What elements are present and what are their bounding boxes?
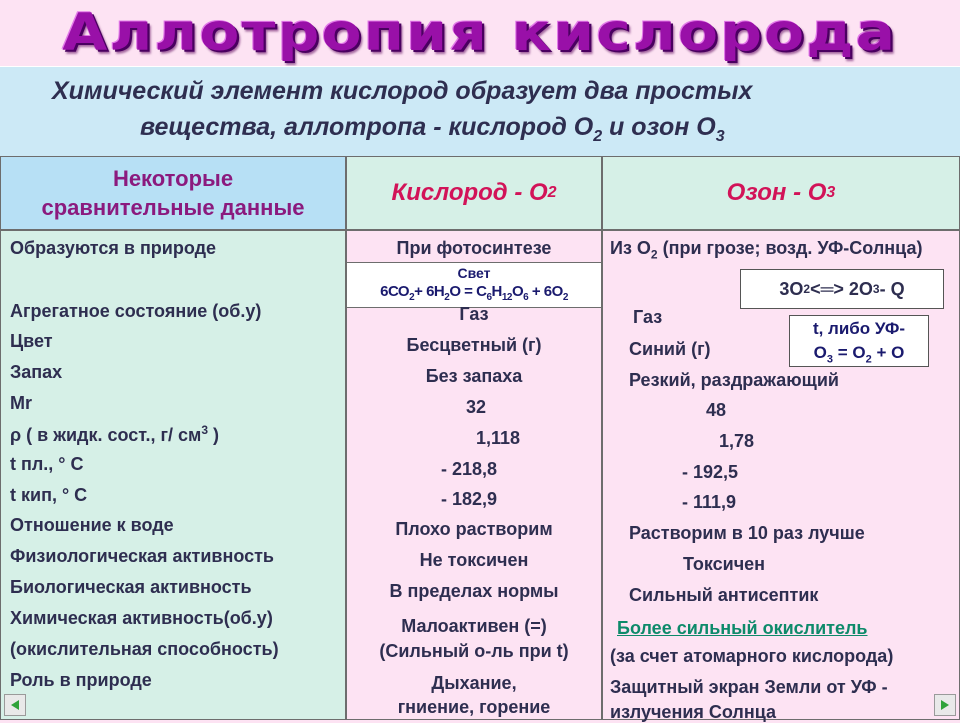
- intro-line-1: Химический элемент кислород образует два простых: [52, 77, 753, 105]
- property-color: Цвет: [10, 331, 53, 351]
- ozone-color: Синий (г): [629, 339, 711, 359]
- ozone-smell: Резкий, раздражающий: [629, 370, 839, 390]
- property-formed: Образуются в природе: [10, 238, 217, 258]
- oxygen-melting-point: - 218,8: [441, 459, 498, 479]
- ozone-density: 1,78: [719, 431, 755, 451]
- ozone-chemical-link[interactable]: Более сильный окислитель: [617, 618, 868, 638]
- oxygen-water: Плохо растворим: [395, 519, 553, 539]
- oxygen-formed: При фотосинтезе: [396, 238, 552, 258]
- intro-line-2: вещества, аллотропа - кислород $О_2$ и озон $О_3$: [140, 113, 725, 145]
- header-oxygen: Кислород - О 2: [346, 156, 602, 230]
- arrow-left-icon: [9, 699, 21, 711]
- property-biological: Биологическая активность: [10, 577, 252, 597]
- formula-condition: Свет: [457, 265, 491, 281]
- property-density: ρ ( в жидк. сост., г/ $см^3$ ): [10, 423, 219, 445]
- oxygen-density: 1,118: [476, 428, 521, 448]
- arrow-right-icon: [939, 699, 951, 711]
- previous-slide-button[interactable]: [4, 694, 26, 716]
- ozone-reaction-box: 3О 2 <═> 2О 3 - Q: [740, 269, 944, 309]
- oxygen-chemical: Малоактивен (=): [401, 616, 547, 636]
- ozone-decomposition-box: t, либо УФ- $О_3 = О_2 + О$: [789, 315, 929, 367]
- property-melting-point: t пл., ° С: [10, 454, 84, 474]
- property-oxidizing: (окислительная способность): [10, 639, 279, 659]
- photosynthesis-formula: [346, 262, 602, 308]
- header-ozone: Озон - О 3: [602, 156, 960, 230]
- oxygen-smell: Без запаха: [425, 366, 523, 386]
- oxygen-role-2: гниение, горение: [397, 697, 551, 717]
- ozone-oxidizing: (за счет атомарного кислорода): [610, 646, 894, 666]
- oxygen-state: Газ: [459, 304, 489, 324]
- ozone-mr: 48: [706, 400, 727, 420]
- formula-equation: $6СО_2+ 6Н_2О = С_6Н_{12}О_6 + 6О_2$: [380, 283, 568, 303]
- slide-title: [0, 0, 960, 66]
- oxygen-oxidizing: (Сильный о-ль при t): [379, 641, 569, 661]
- oxygen-biological: В пределах нормы: [389, 581, 559, 601]
- property-chemical: Химическая активность(об.у): [10, 608, 273, 628]
- oxygen-boiling-point: - 182,9: [441, 489, 498, 509]
- oxygen-mr: 32: [466, 397, 487, 417]
- property-mr: Mr: [10, 393, 32, 413]
- next-slide-button[interactable]: [934, 694, 956, 716]
- oxygen-physiological: Не токсичен: [419, 550, 529, 570]
- oxygen-role-1: Дыхание,: [431, 673, 517, 693]
- property-smell: Запах: [10, 362, 63, 382]
- ozone-biological: Сильный антисептик: [629, 585, 819, 605]
- ozone-water: Растворим в 10 раз лучше: [629, 523, 865, 543]
- intro-panel: [0, 66, 960, 157]
- header-properties: Некоторые сравнительные данные: [0, 156, 346, 230]
- oxygen-color: Бесцветный (г): [406, 335, 542, 355]
- ozone-state: Газ: [633, 307, 663, 327]
- property-boiling-point: t кип, ° С: [10, 485, 88, 505]
- ozone-role-1: Защитный экран Земли от УФ -: [610, 677, 888, 697]
- ozone-formed: Из $О_2$ (при грозе; возд. УФ-Солнца): [610, 238, 923, 262]
- property-physiological: Физиологическая активность: [10, 546, 274, 566]
- ozone-physiological: Токсичен: [683, 554, 766, 574]
- property-state: Агрегатное состояние (об.у): [10, 301, 262, 321]
- ozone-melting-point: - 192,5: [682, 462, 739, 482]
- property-water: Отношение к воде: [10, 515, 174, 535]
- property-role: Роль в природе: [10, 670, 152, 690]
- ozone-boiling-point: - 111,9: [682, 492, 737, 512]
- slide-title-text: Аллотропия кислорода: [62, 3, 898, 63]
- ozone-role-2: излучения Солнца: [610, 702, 777, 722]
